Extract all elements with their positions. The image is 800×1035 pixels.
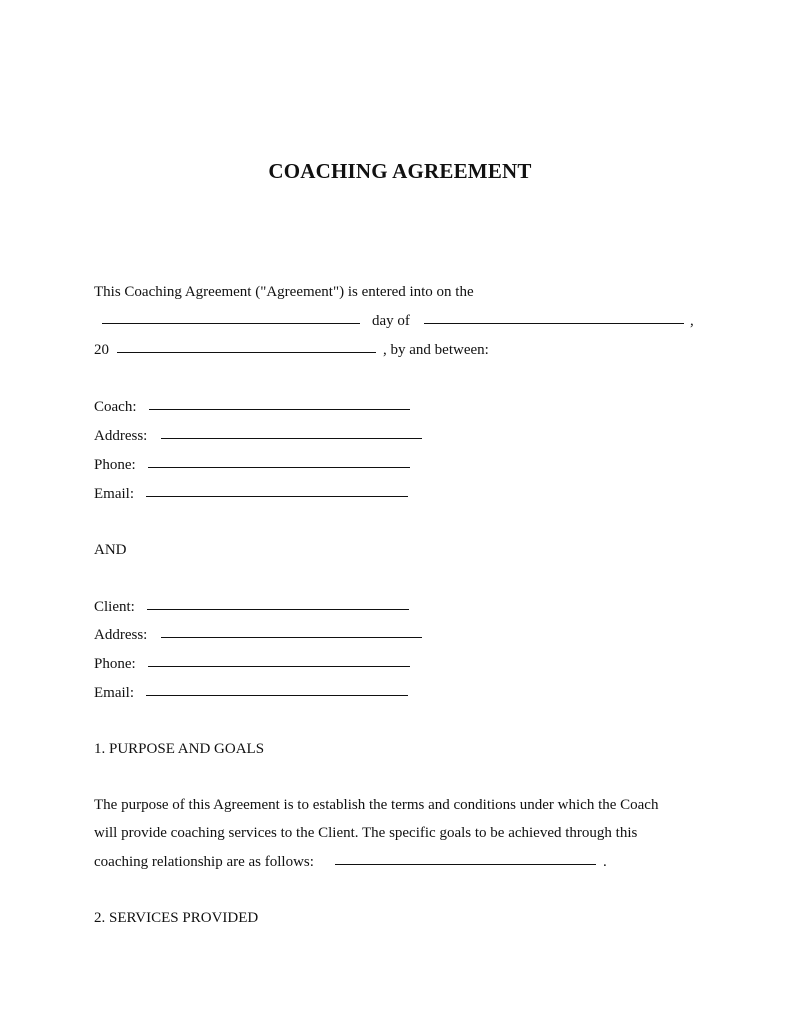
coach-phone-label: Phone: [94, 457, 136, 473]
coach-label: Coach: [94, 399, 137, 415]
client-label: Client: [94, 599, 135, 615]
coach-address-label: Address: [94, 428, 148, 444]
section-2-heading: 2. SERVICES PROVIDED [94, 910, 259, 926]
year-blank[interactable] [117, 352, 376, 353]
client-email-label: Email: [94, 685, 134, 701]
by-and-between-text: , by and between: [383, 342, 489, 358]
goals-period: . [603, 854, 607, 870]
coach-email-blank[interactable] [146, 496, 408, 497]
intro-line: This Coaching Agreement ("Agreement") is entered into on the [94, 284, 474, 300]
client-phone-blank[interactable] [148, 666, 410, 667]
client-email-blank[interactable] [146, 695, 408, 696]
client-name-blank[interactable] [147, 609, 409, 610]
coach-name-blank[interactable] [149, 409, 410, 410]
client-phone-label: Phone: [94, 656, 136, 672]
coach-email-label: Email: [94, 486, 134, 502]
client-address-blank[interactable] [161, 637, 422, 638]
year-prefix: 20 [94, 342, 109, 358]
section-1-heading: 1. PURPOSE AND GOALS [94, 741, 265, 757]
section-1-line-2: will provide coaching services to the Client. The specific goals to be achieved through this [94, 825, 638, 841]
document-title: COACHING AGREEMENT [268, 159, 532, 183]
month-blank[interactable] [424, 323, 684, 324]
day-blank[interactable] [102, 323, 360, 324]
goals-blank[interactable] [335, 864, 596, 865]
coach-address-blank[interactable] [161, 438, 422, 439]
client-address-label: Address: [94, 627, 148, 643]
section-1-line-3: coaching relationship are as follows: [94, 854, 314, 870]
day-of-text: day of [372, 313, 410, 329]
coach-phone-blank[interactable] [148, 467, 410, 468]
section-1-line-1: The purpose of this Agreement is to establish the terms and conditions under which the Coach [94, 797, 659, 813]
and-label: AND [94, 542, 127, 558]
comma-text: , [690, 313, 694, 329]
